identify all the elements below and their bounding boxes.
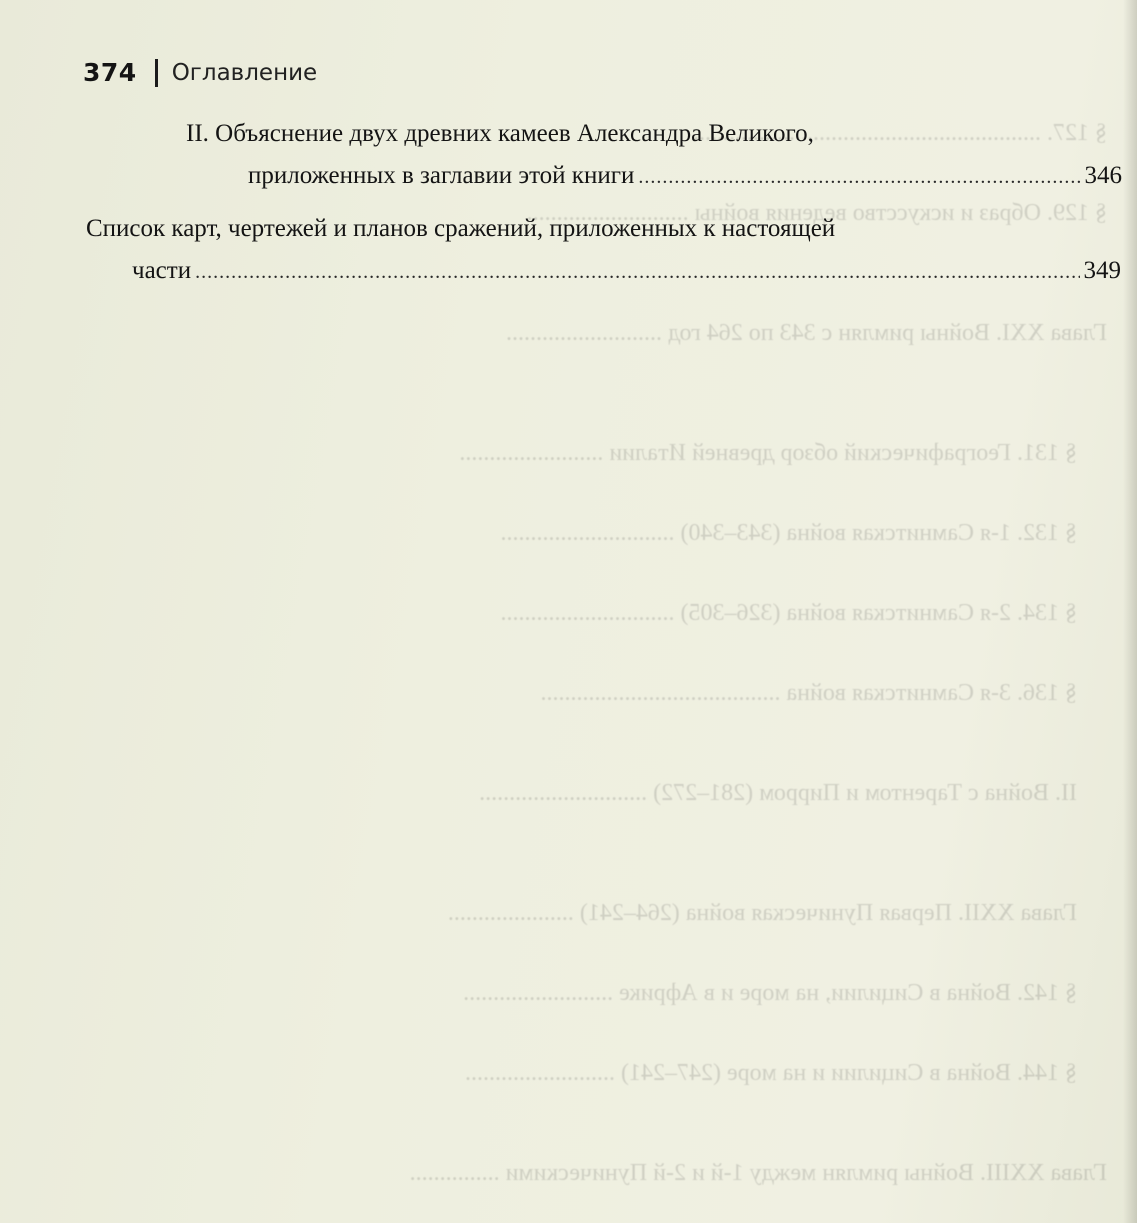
page-edge-shadow xyxy=(1123,0,1137,1223)
toc-entry-2-line1: Список карт, чертежей и планов сражений, приложенных к настоящей xyxy=(86,215,836,242)
running-header xyxy=(83,58,317,87)
section-title: Оглавление xyxy=(171,59,318,86)
toc-entry-1-line2: приложенных в заглавии этой книги xyxy=(248,162,635,189)
bleed-through-text: § 127. .......................................................... § 129. Образ и искусство ведения войны ........................... Глава XXI. Войны римлян с 343 по 264 год .......................... § 131. Географический обзор древней Италии ........................ § 132. 1-я Самнитская война (343–340) ............................. § 134. 2-я Самнитская война (326–305) ............................. § 136. 3-я Самнитская война ........................................ II. Война с Тарентом и Пирром (281–272) ............................ Глава XXII. Первая Пуническая война (264–241) ..................... § 142. Война в Сицилии, на море и в Африке ......................... § 144. Война в Сицилии и на море (247–241) ......................... Глава XXIII. Войны римлян между 1-й и 2-й Пуническими ............... xyxy=(409,120,1107,1186)
header-divider xyxy=(155,59,158,87)
toc-entry-2 xyxy=(132,256,1121,287)
leader-dots xyxy=(195,257,1079,287)
leader-dots xyxy=(638,162,1080,192)
page-number: 374 xyxy=(83,58,137,87)
toc-entry-1-line1: II. Объяснение двух древних камеев Александра Великого, xyxy=(186,120,814,147)
toc-entry-2-line2: части xyxy=(132,257,192,284)
toc-entry-1-page: 346 xyxy=(1084,162,1122,189)
toc-entry-1 xyxy=(248,161,1122,192)
toc-entry-2-page: 349 xyxy=(1083,257,1121,284)
